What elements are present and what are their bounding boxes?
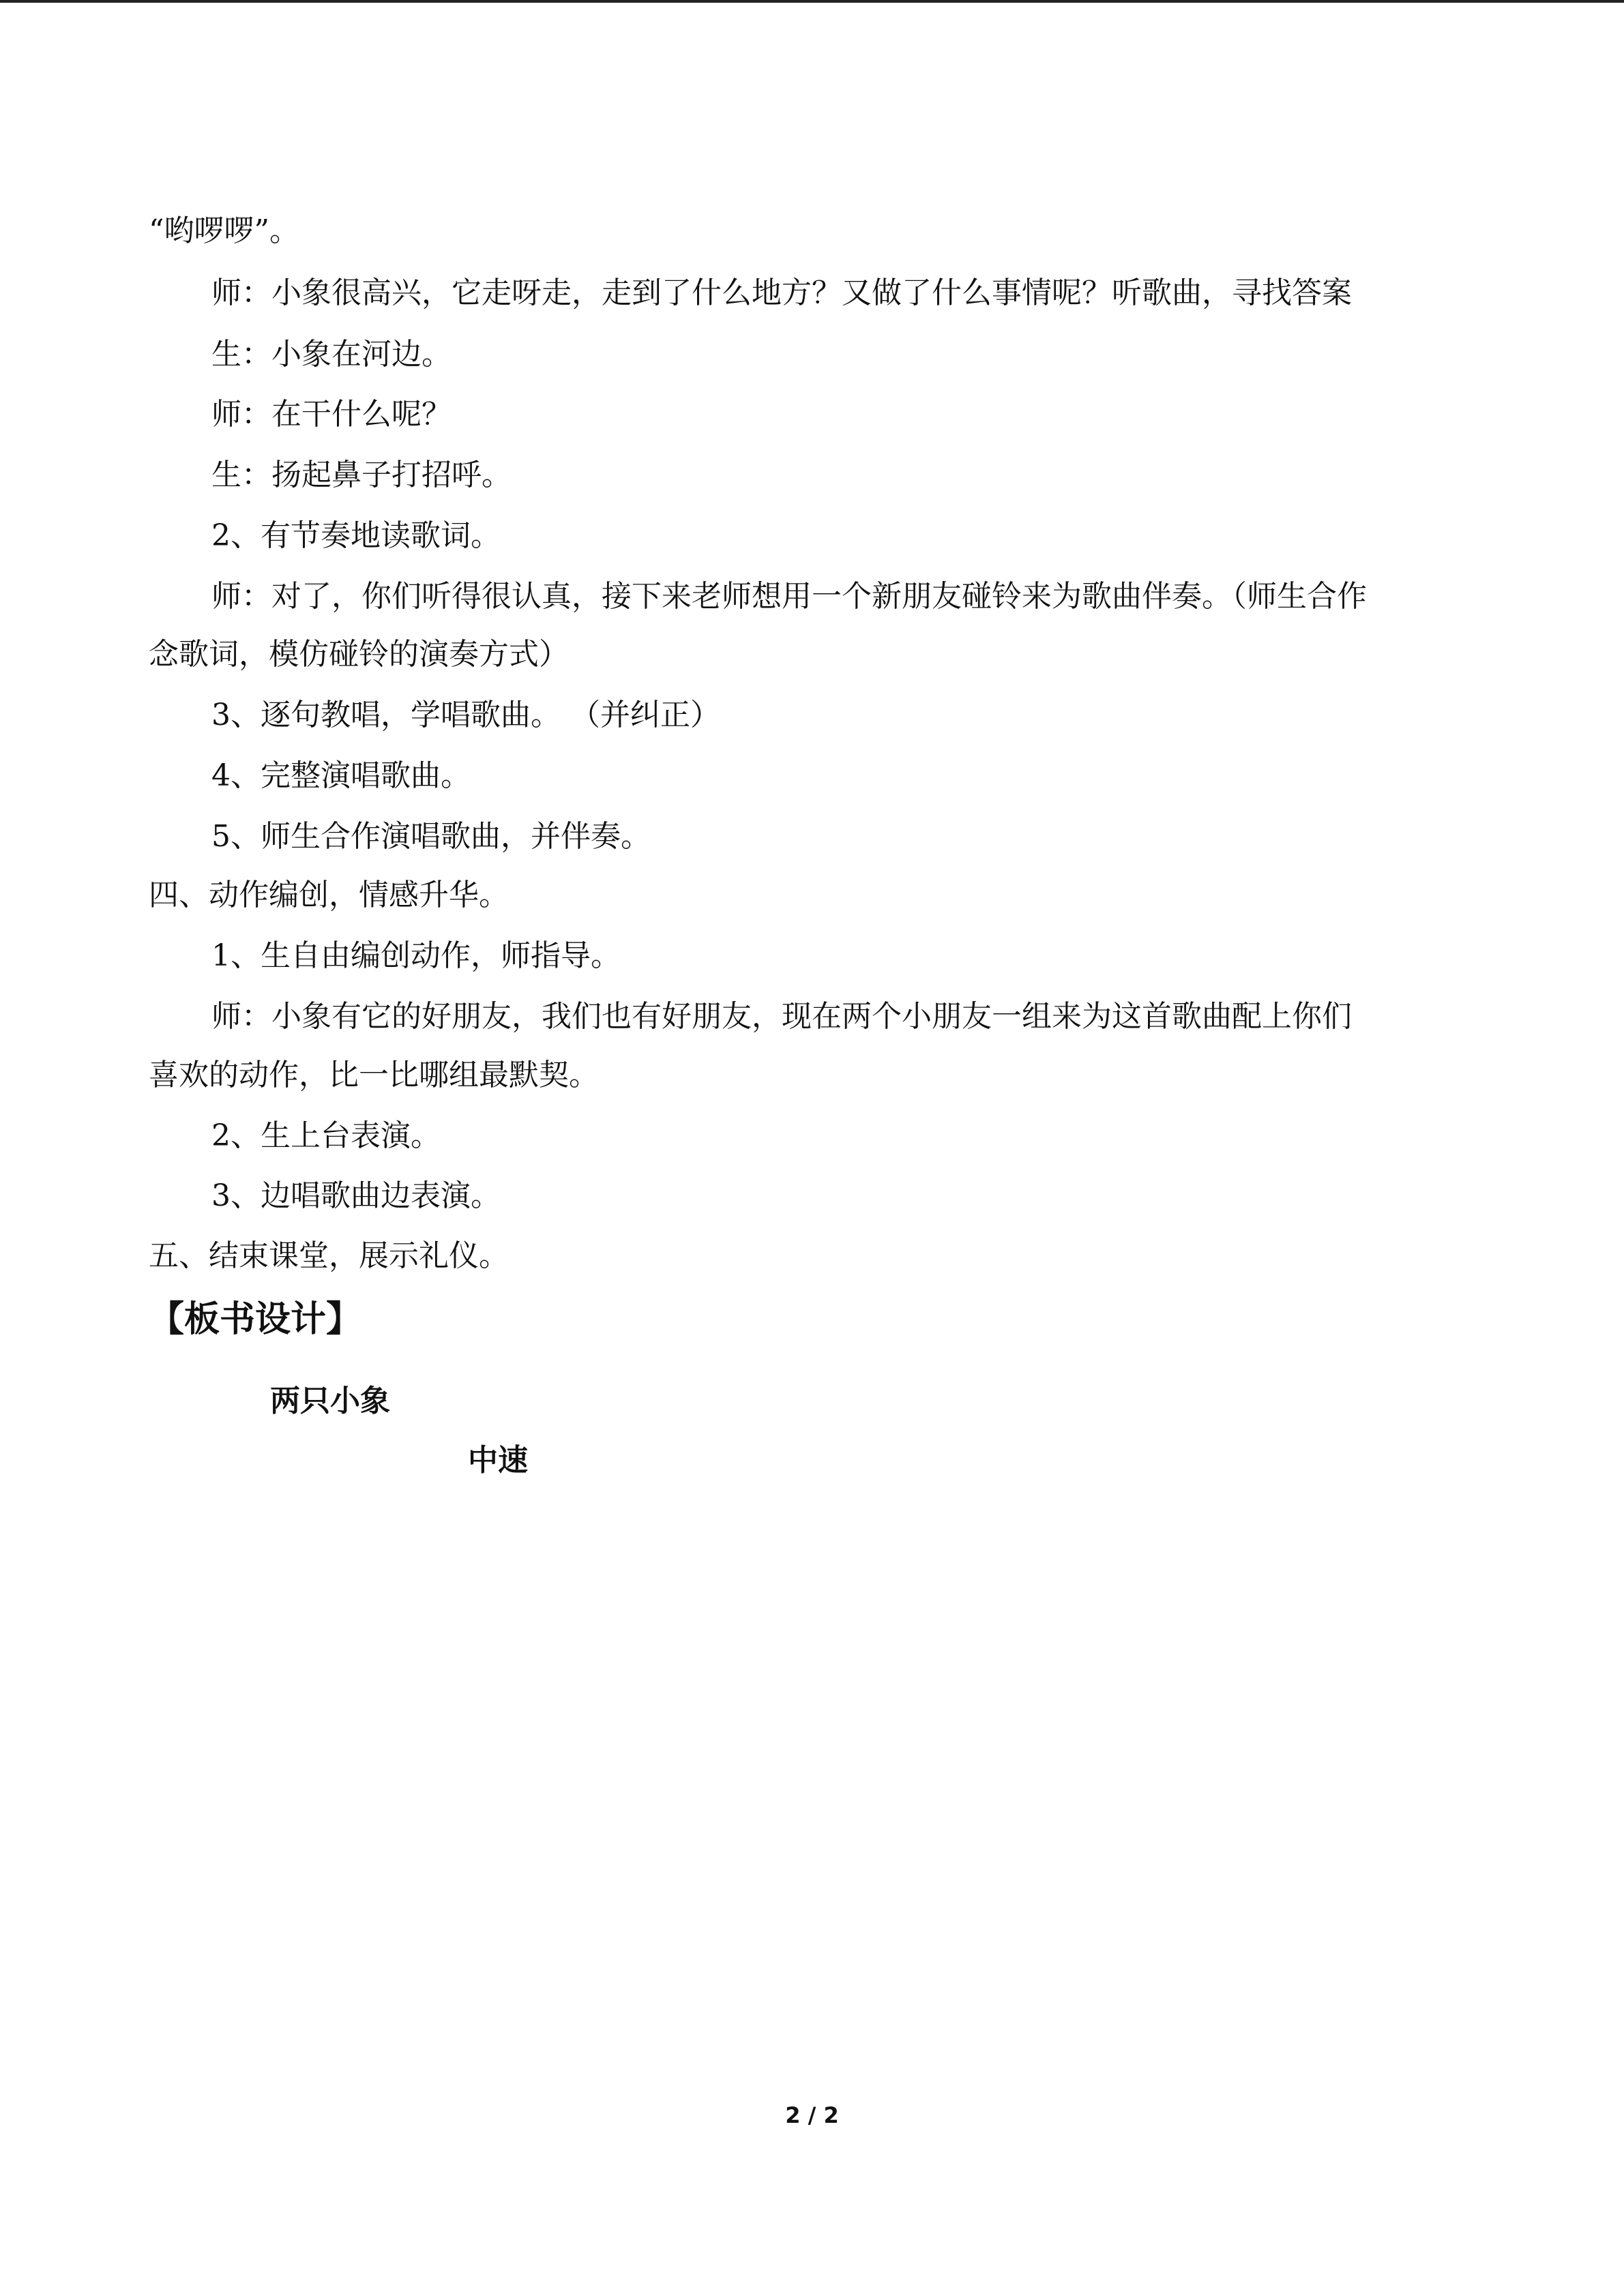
board-design-tempo: 中速 xyxy=(468,1443,528,1478)
body-line: 3、边唱歌曲边表演。 xyxy=(211,1178,501,1213)
body-line: 师：对了，你们听得很认真，接下来老师想用一个新朋友碰铃来为歌曲伴奏。（师生合作 xyxy=(211,579,1367,614)
board-design-heading: 【板书设计】 xyxy=(149,1299,362,1340)
body-line: “哟啰啰”。 xyxy=(149,213,299,248)
body-line: 生：小象在河边。 xyxy=(211,337,452,372)
body-line: 1、生自由编创动作，师指导。 xyxy=(211,938,621,973)
body-line: 师：在干什么呢？ xyxy=(211,397,452,432)
body-line: 师：小象有它的好朋友，我们也有好朋友，现在两个小朋友一组来为这首歌曲配上你们 xyxy=(211,999,1352,1034)
board-design-title: 两只小象 xyxy=(270,1384,390,1418)
body-line: 念歌词，模仿碰铃的演奏方式） xyxy=(149,637,569,672)
page-number: 2 / 2 xyxy=(785,2102,839,2128)
body-line: 3、逐句教唱，学唱歌曲。 （并纠正） xyxy=(211,698,720,732)
body-line: 5、师生合作演唱歌曲，并伴奏。 xyxy=(211,819,651,854)
body-line: 喜欢的动作，比一比哪组最默契。 xyxy=(149,1058,599,1092)
section-heading: 五、结束课堂，展示礼仪。 xyxy=(149,1238,509,1273)
body-line: 2、生上台表演。 xyxy=(211,1118,441,1153)
body-line: 师：小象很高兴，它走呀走，走到了什么地方？又做了什么事情呢？听歌曲，寻找答案 xyxy=(211,275,1352,310)
section-heading: 四、动作编创，情感升华。 xyxy=(149,878,509,912)
body-line: 2、有节奏地读歌词。 xyxy=(211,518,501,553)
body-line: 生：扬起鼻子打招呼。 xyxy=(211,458,512,492)
body-line: 4、完整演唱歌曲。 xyxy=(211,758,471,793)
